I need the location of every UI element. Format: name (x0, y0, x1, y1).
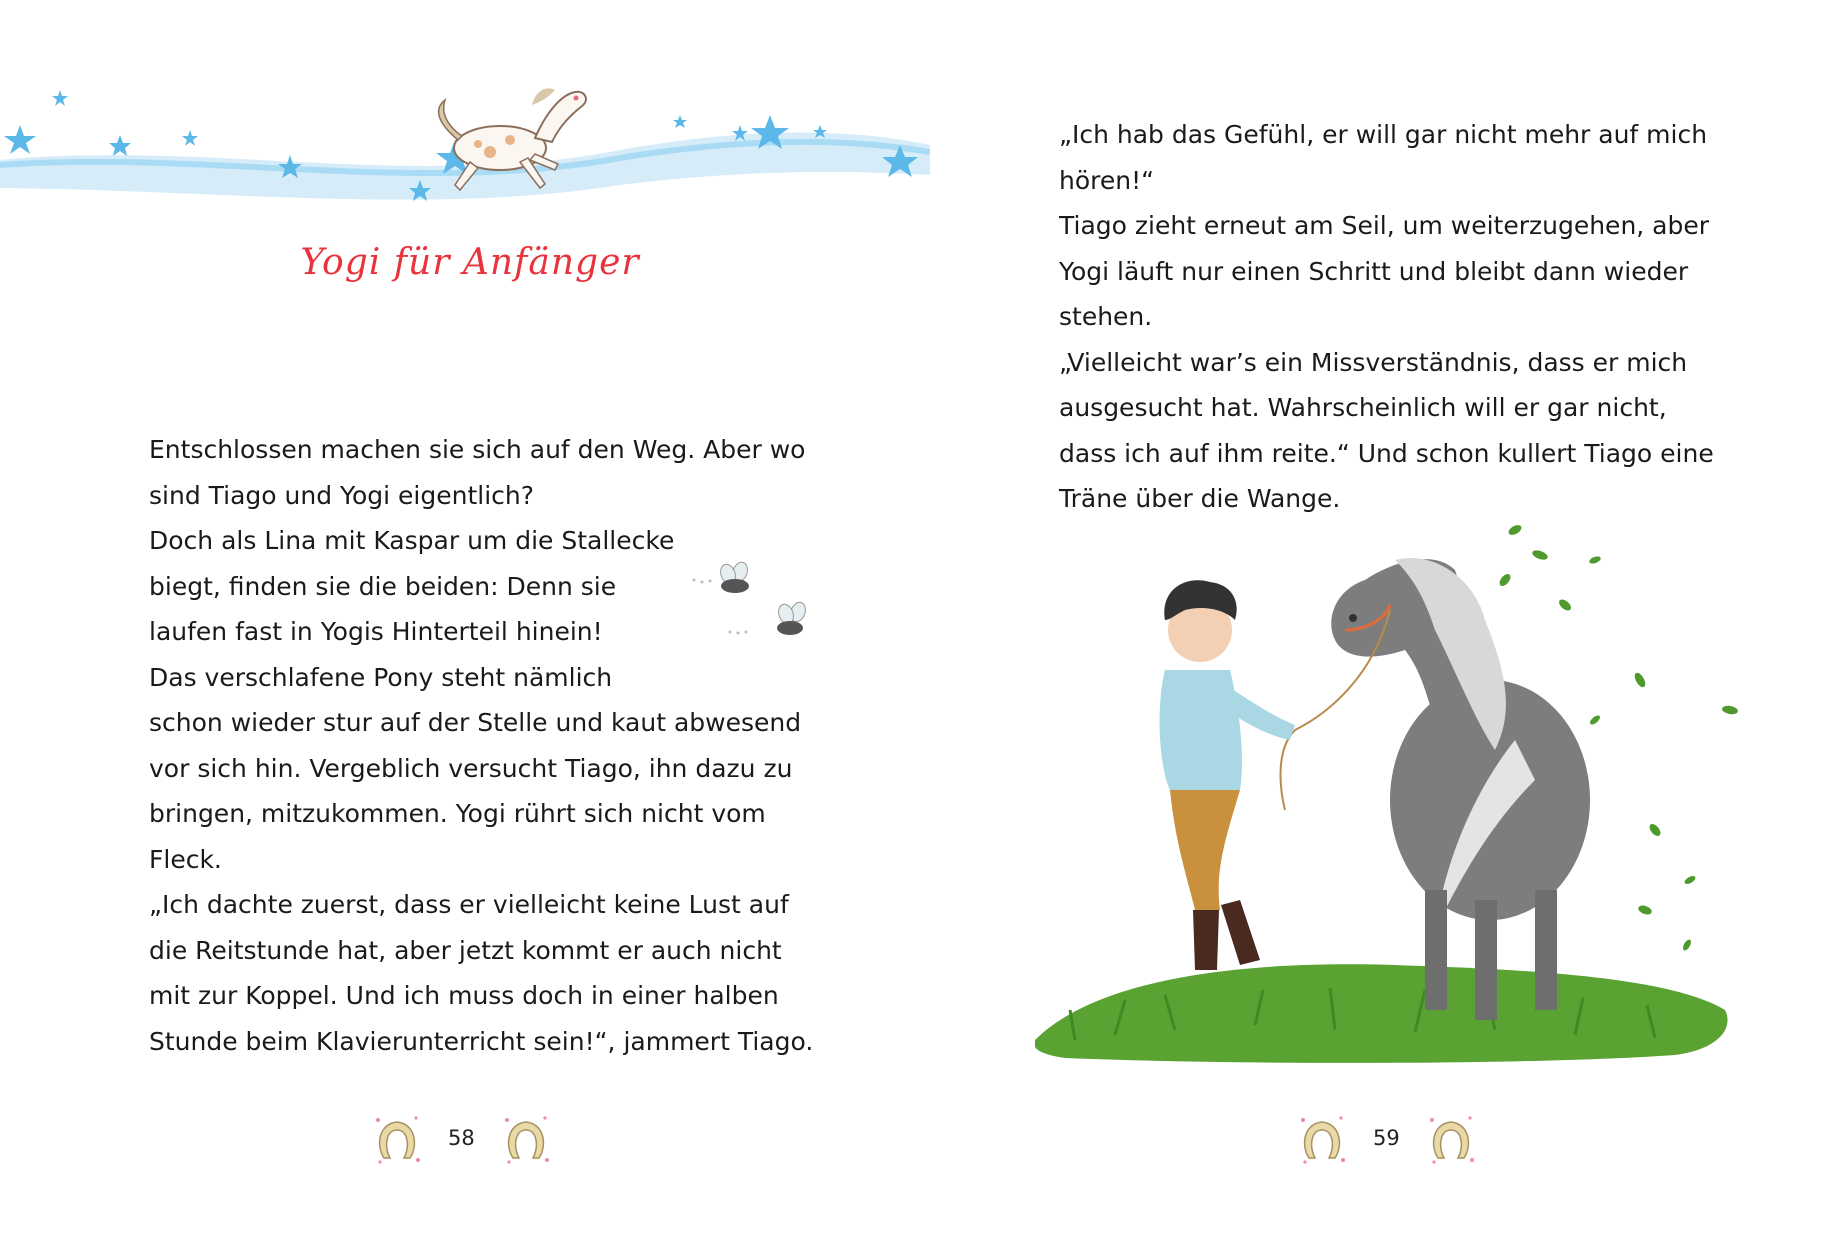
horseshoe-icon (372, 1110, 422, 1166)
boy-and-pony-illustration (1035, 510, 1755, 1070)
text-line: Yogi läuft nur einen Schritt und bleibt dann wieder (1059, 256, 1689, 286)
chapter-title: Yogi für Anfänger (300, 242, 640, 283)
text-line: Stunde beim Klavierunterricht sein!“, jammert Tiago. (149, 1026, 814, 1056)
right-body-text (1059, 112, 1714, 522)
text-line: ausgesucht hat. Wahrscheinlich will er gar nicht, (1059, 393, 1667, 422)
page-number: 59 (1373, 1126, 1400, 1150)
text-line: „Ich hab das Gefühl, er will gar nicht mehr auf mich (1059, 120, 1708, 149)
text-line: dass ich auf ihm reite.“ Und schon kullert Tiago eine (1059, 438, 1714, 468)
text-line: schon wieder stur auf der Stelle und kaut abwesend (149, 708, 802, 737)
flies-illustration (690, 560, 820, 650)
text-line: stehen. (1059, 302, 1153, 331)
fly-icon (718, 560, 750, 593)
left-page (0, 0, 915, 1240)
page-number: 58 (448, 1126, 475, 1150)
text-line: Entschlossen machen sie sich auf den Weg. Aber wo (149, 435, 806, 464)
text-line: laufen fast in Yogis Hinterteil hinein! (149, 617, 603, 646)
text-line: „Ich dachte zuerst, dass er vielleicht keine Lust auf (149, 890, 789, 919)
text-line: Fleck. (149, 844, 222, 874)
text-line: Tiago zieht erneut am Seil, um weiterzugehen, aber (1059, 211, 1710, 240)
horseshoe-icon (1426, 1110, 1476, 1166)
text-line: vor sich hin. Vergeblich versucht Tiago, ihn dazu zu (149, 753, 793, 783)
text-line: bringen, mitzukommen. Yogi rührt sich nicht vom (149, 799, 766, 828)
text-line: Das verschlafene Pony steht nämlich (149, 662, 613, 692)
text-line: die Reitstunde hat, aber jetzt kommt er auch nicht (149, 935, 782, 965)
horseshoe-icon (501, 1110, 551, 1166)
right-page (915, 0, 1831, 1240)
fly-icon (776, 600, 808, 635)
left-body-text (149, 427, 813, 1064)
horseshoe-icon (1297, 1110, 1347, 1166)
text-line: mit zur Koppel. Und ich muss doch in einer halben (149, 981, 779, 1010)
text-line: sind Tiago und Yogi eigentlich? (149, 480, 534, 510)
text-line: hören!“ (1059, 165, 1155, 195)
text-line: biegt, finden sie die beiden: Denn sie (149, 571, 617, 601)
pony-star-banner-illustration (0, 70, 930, 220)
text-line: Träne über die Wange. (1059, 484, 1341, 513)
text-line: „Vielleicht war’s ein Missverständnis, dass er mich (1059, 347, 1688, 377)
page-number-footer (372, 1110, 551, 1166)
text-line: Doch als Lina mit Kaspar um die Stallecke (149, 526, 675, 555)
page-number-footer (1297, 1110, 1476, 1166)
